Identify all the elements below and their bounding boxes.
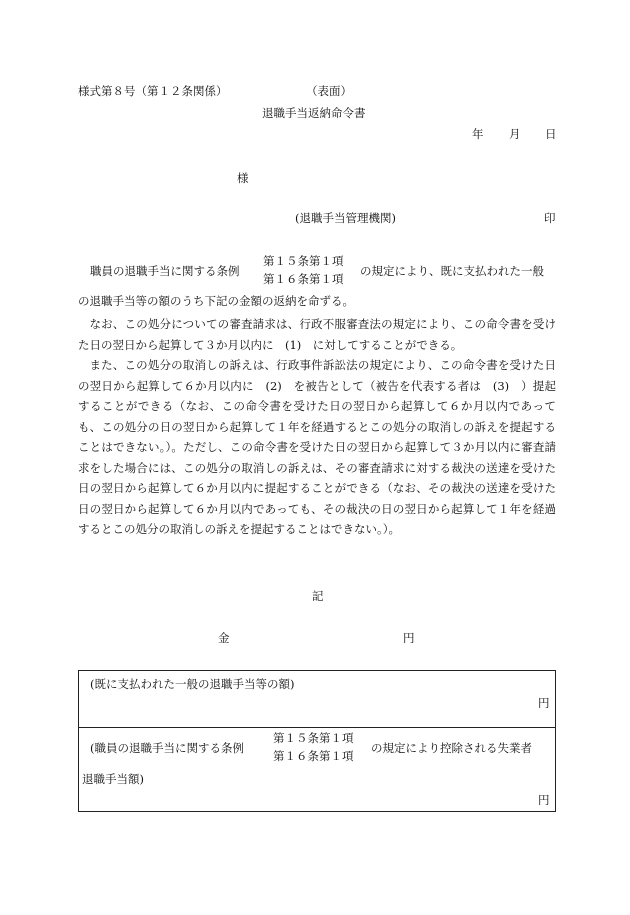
issuing-authority: (退職手当管理機関) (295, 211, 396, 225)
deduction-line2: 退職手当額) (82, 772, 144, 786)
article-15-1: 第１５条第１項 (263, 254, 344, 268)
table-divider (79, 727, 555, 728)
ordinance-name: 職員の退職手当に関する条例 (90, 264, 240, 278)
deduction-unit: 円 (538, 793, 550, 807)
record-heading: 記 (312, 589, 324, 603)
seal-mark: 印 (544, 211, 556, 225)
amount-kin-label: 金 (218, 631, 230, 645)
body-text (78, 314, 556, 540)
article-16-1: 第１６条第１項 (263, 272, 344, 286)
deduction-article-16-1: 第１６条第１項 (273, 749, 354, 763)
date-day: 日 (545, 127, 557, 141)
deduction-ordinance: (職員の退職手当に関する条例 (90, 741, 244, 755)
paragraph1-tail: の規定により、既に支払われた一般 (360, 264, 544, 278)
document-title: 退職手当返納命令書 (262, 106, 366, 120)
date-year: 年 (472, 127, 484, 141)
date-month: 月 (509, 127, 521, 141)
form-number: 様式第８号（第１２条関係） (78, 84, 228, 98)
deduction-tail: の規定により控除される失業者 (371, 741, 532, 755)
deduction-article-15-1: 第１５条第１項 (273, 731, 354, 745)
paid-amount-unit: 円 (538, 696, 550, 710)
lawsuit-paragraph: また、この処分の取消しの訴えは、行政事件訴訟法の規定により、この命令書を受けた日の翌日から起算して６か月以内に (2) を被告として（被告を代表する者は (3) ）提起することができる（なお、この命令書を受けた日の翌日から起算して６か月以内であっても、この処分の日の翌日から起算して１年を経過するとこの処分の取消しの訴えを提起することはできない。）。ただし、この命令書を受けた日の翌日から起算して３か月以内に審査請求をした場合には、この処分の取消しの訴えは、その審査請求に対する裁決の送達を受けた日の翌日から起算して６か月以内に提起することができる（なお、その裁決の送達を受けた日の翌日から起算して６か月以内であっても、その裁決の日の翌日から起算して１年を経過するとこの処分の取消しの訴えを提起することはできない。）。 (78, 358, 556, 536)
side-label: （表面） (306, 84, 352, 98)
amount-yen-label: 円 (403, 631, 415, 645)
paragraph1-line2: の退職手当等の額のうち下記の金額の返納を命ずる。 (78, 294, 354, 308)
addressee-honorific: 様 (237, 171, 249, 185)
appeal-paragraph: なお、この処分についての審査請求は、行政不服審査法の規定により、この命令書を受けた日の翌日から起算して３か月以内に (1) に対してすることができる。 (78, 317, 556, 352)
paid-amount-label: (既に支払われた一般の退職手当等の額) (90, 677, 295, 691)
